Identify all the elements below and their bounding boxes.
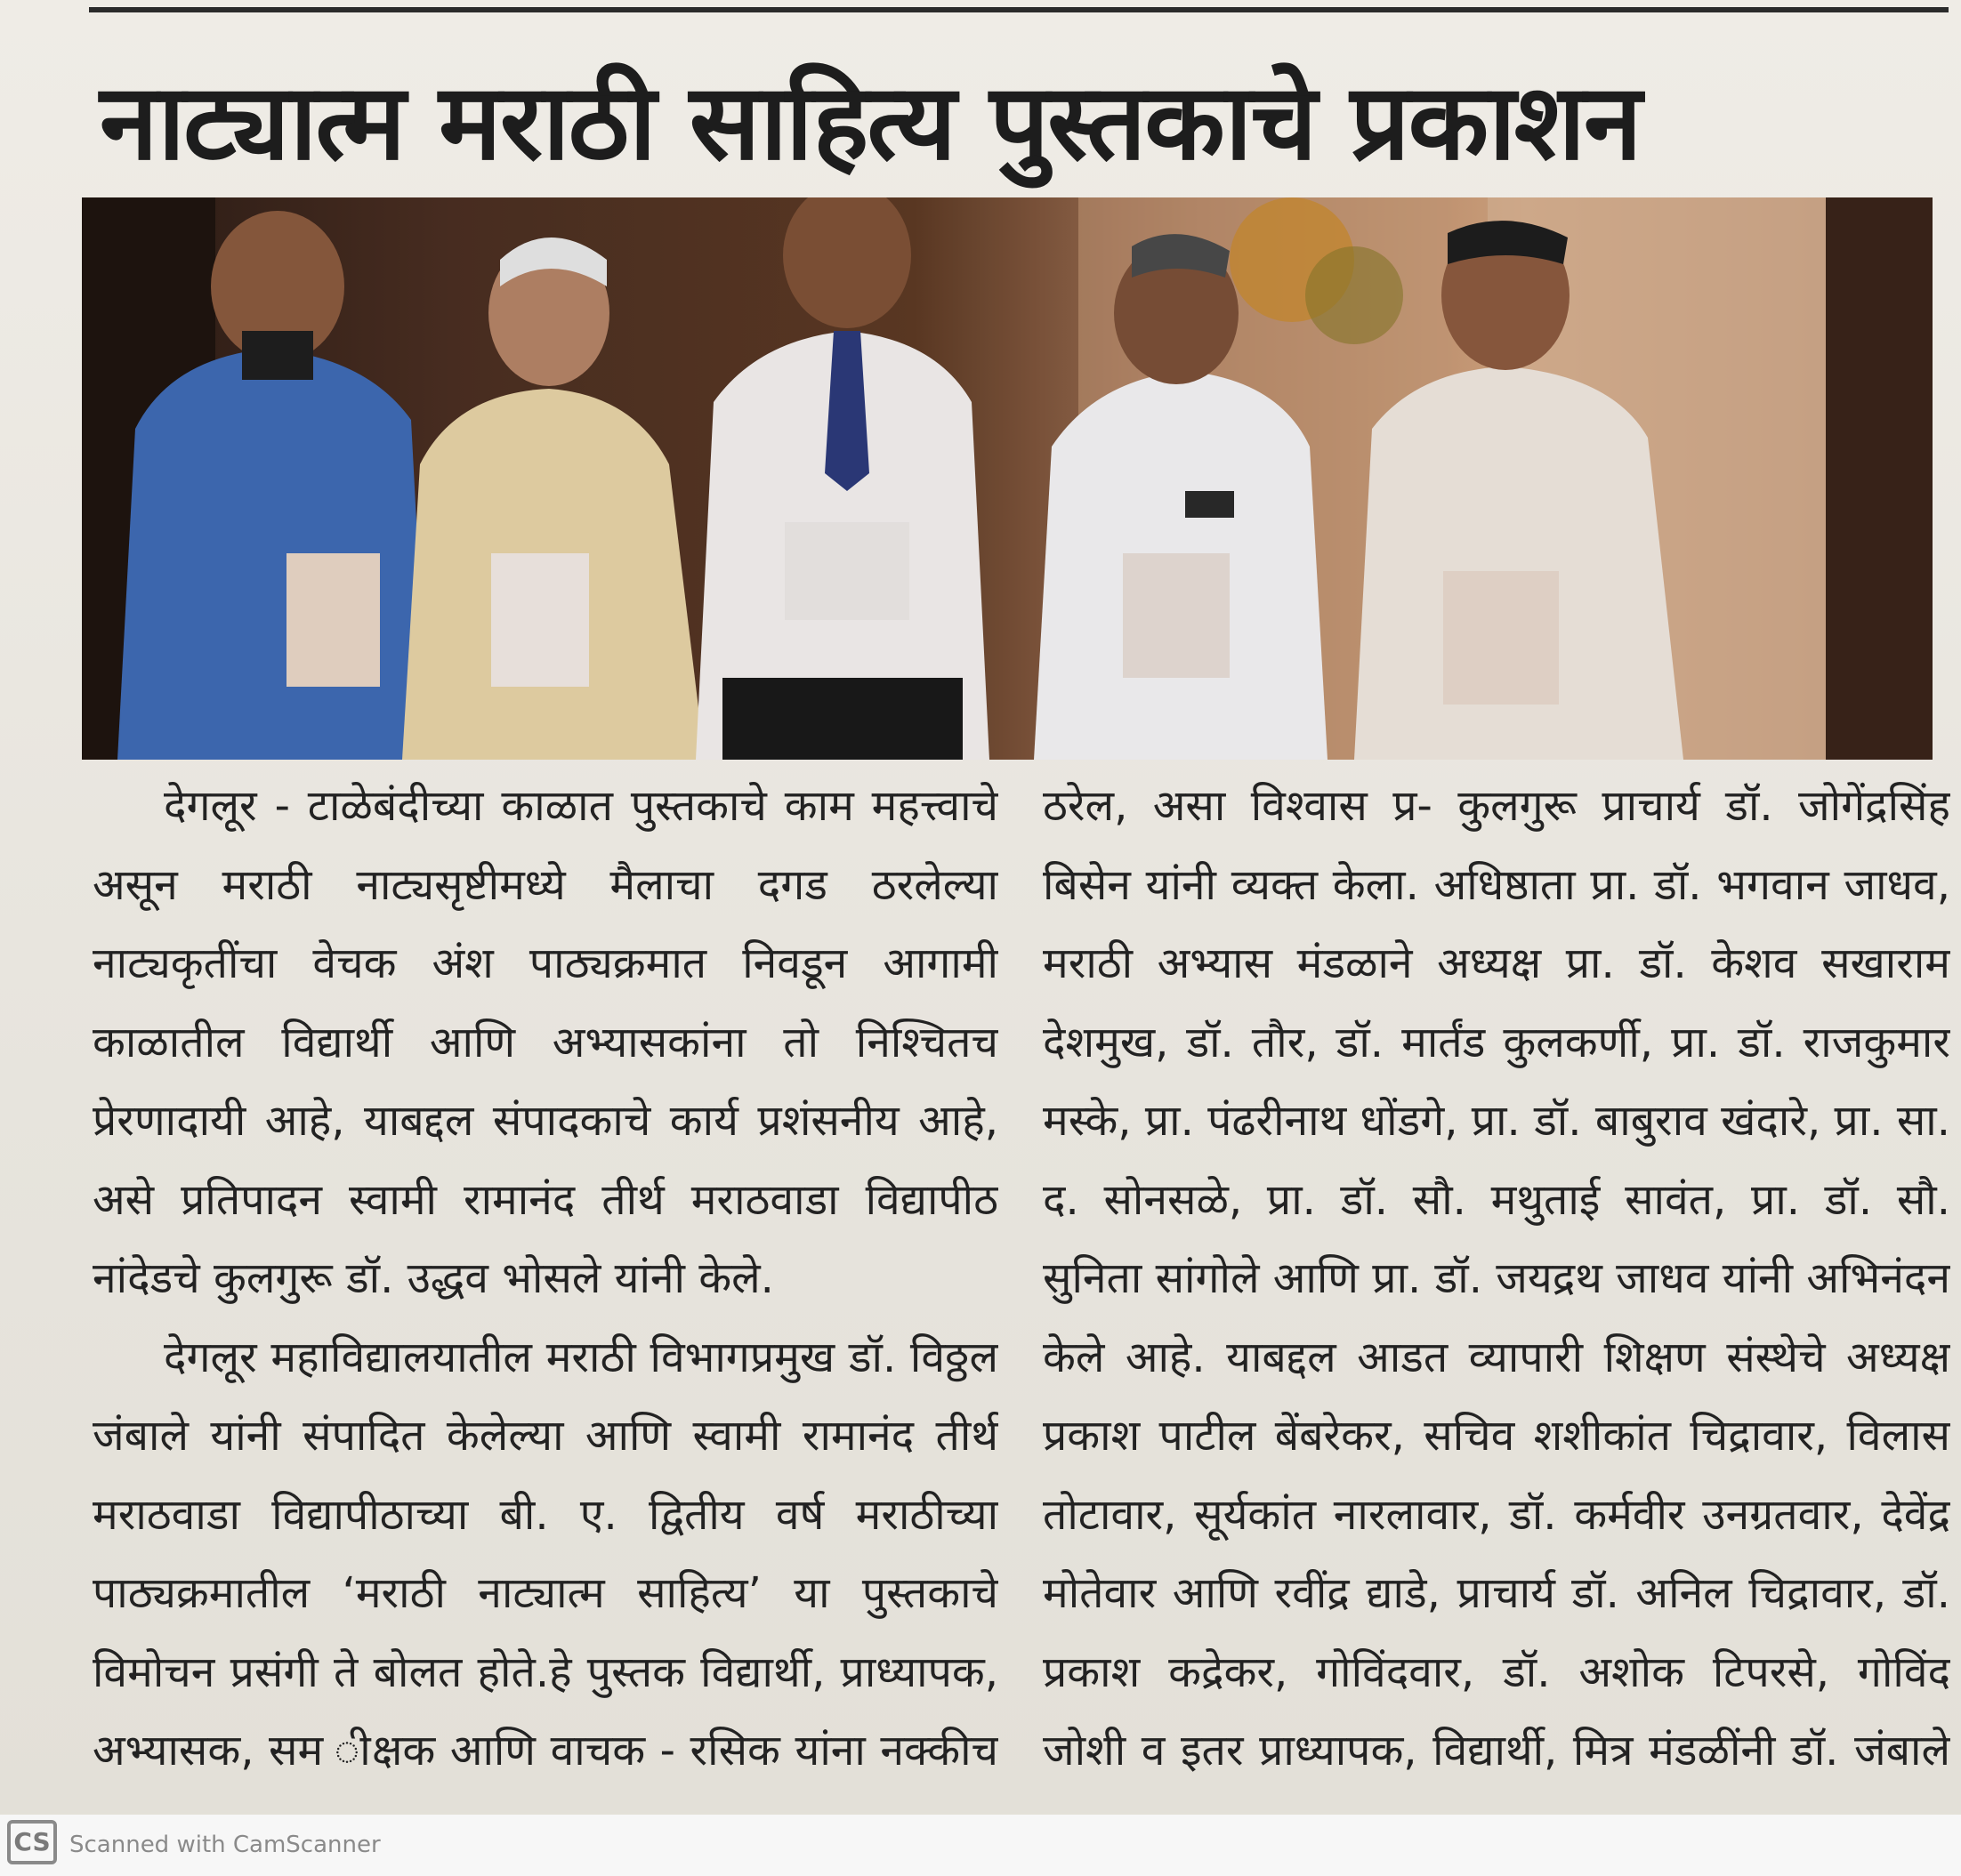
camscanner-logo-icon: CS — [7, 1820, 57, 1864]
article-paragraph-2: देगलूर महाविद्यालयातील मराठी विभागप्रमुख डॉ. विठ्ठल जंबाले यांनी संपादित केलेल्या आणि स्वामी रामानंद तीर्थ मराठवाडा विद्यापीठाच्या बी. ए. द्वितीय वर्ष मराठीच्या पाठ्यक्रमातील ‘मराठी नाट्यात्म साहित्य’ या पुस्तकाचे विमोचन प्रसंगी ते बोलत होते.हे पुस्तक विद्यार्थी, प्राध्यापक, अभ्यासक, सम ीक्षक आणि वाचक - रसिक यांना नक्कीच — [93, 1332, 998, 1775]
top-rule — [89, 7, 1949, 12]
headline: नाट्यात्म मराठी साहित्य पुस्तकाचे प्रकाशन — [100, 60, 1641, 183]
article-right-column — [1043, 767, 1950, 1799]
photo-illustration — [82, 197, 1933, 760]
article-left-column — [93, 767, 998, 1799]
scanner-footer — [0, 1815, 1961, 1876]
scanned-with-label: Scanned with CamScanner — [69, 1832, 381, 1858]
article-paragraph-1: देगलूर - टाळेबंदीच्या काळात पुस्तकाचे काम महत्त्वाचे असून मराठी नाट्यसृष्टीमध्ये मैलाचा दगड ठरलेल्या नाट्यकृतींचा वेचक अंश पाठ्यक्रमात निवडून आगामी काळातील विद्यार्थी आणि अभ्यासकांना तो निश्चितच प्रेरणादायी आहे, याबद्दल संपादकाचे कार्य प्रशंसनीय आहे, असे प्रतिपादन स्वामी रामानंद तीर्थ मराठवाडा विद्यापीठ नांदेडचे कुलगुरू डॉ. उद्धव भोसले यांनी केले. — [93, 781, 998, 1303]
news-photo — [82, 197, 1933, 760]
article-paragraph-3: ठरेल, असा विश्वास प्र- कुलगुरू प्राचार्य डॉ. जोगेंद्रसिंह बिसेन यांनी व्यक्त केला. अधिष्ठाता प्रा. डॉ. भगवान जाधव, मराठी अभ्यास मंडळाने अध्यक्ष प्रा. डॉ. केशव सखाराम देशमुख, डॉ. तौर, डॉ. मार्तंड कुलकर्णी, प्रा. डॉ. राजकुमार मस्के, प्रा. पंढरीनाथ धोंडगे, प्रा. डॉ. बाबुराव खंदारे, प्रा. सा. द. सोनसळे, प्रा. डॉ. सौ. मथुताई सावंत, प्रा. डॉ. सौ. सुनिता सांगोले आणि प्रा. डॉ. जयद्रथ जाधव यांनी अभिनंदन केले आहे. याबद्दल आडत व्यापारी शिक्षण संस्थेचे अध्यक्ष प्रकाश पाटील बेंबरेकर, सचिव शशीकांत चिद्रावार, विलास तोटावार, सूर्यकांत नारलावार, डॉ. कर्मवीर उनग्रतवार, देवेंद्र मोतेवार आणि रवींद्र द्याडे, प्राचार्य डॉ. अनिल चिद्रावार, डॉ. प्रकाश कद्रेकर, गोविंदवार, डॉ. अशोक टिपरसे, गोविंद जोशी व इतर प्राध्यापक, विद्यार्थी, मित्र मंडळींनी डॉ. जंबाले — [1043, 781, 1950, 1775]
